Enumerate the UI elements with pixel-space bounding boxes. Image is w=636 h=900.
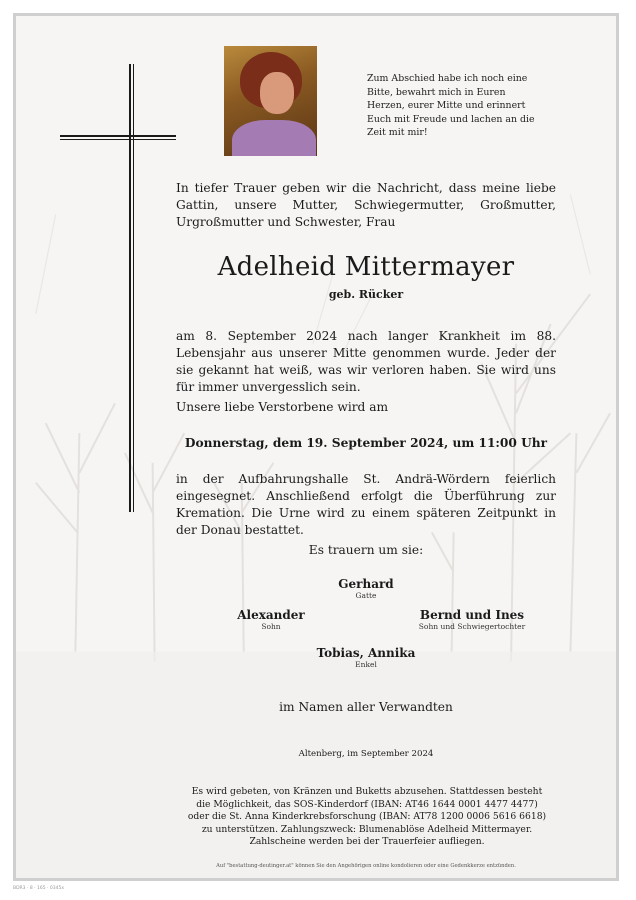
birth-name: geb. Rücker [328, 288, 404, 301]
mourner-tobias-annika [286, 646, 446, 669]
mourner-relation: Enkel [355, 660, 377, 669]
mourner-name: Gerhard [338, 577, 394, 591]
mourner-alexander [191, 608, 351, 631]
deceased-name: Adelheid Mittermayer [217, 252, 515, 282]
mourner-gerhard [286, 577, 446, 600]
mourner-relation: Sohn [261, 622, 281, 631]
online-condolence-note: Auf "bestattung-deutinger.at" können Sie den Angehörigen online kondolieren oder eine Gedenkkerze entzünden. [216, 863, 516, 869]
relatives-line: im Namen aller Verwandten [279, 700, 453, 714]
mourner-name: Alexander [237, 608, 305, 622]
parte-frame [13, 13, 619, 881]
portrait-photo [224, 46, 317, 156]
farewell-poem: Zum Abschied habe ich noch eine Bitte, bewahrt mich in Euren Herzen, eurer Mitte und erinnert Euch mit Freude und lachen an die Zeit mit mir! [367, 73, 535, 138]
mourner-bernd-ines [382, 608, 562, 631]
mourners-heading: Es trauern um sie: [308, 543, 424, 557]
donation-note: Es wird gebeten, von Kränzen und Buketts abzusehen. Stattdessen besteht die Möglichkeit, das SOS-Kinderdorf (IBAN: AT46 1644 0001 4477 4477) oder die St. Anna Kinderkrebsforschung (IBAN: AT78 1200 0006 5616 6618) zu unterstützen. Zahlungszweck: Blumenablöse Adelheid Mittermayer. Zahlscheine werden bei der Trauerfeier aufliegen. [187, 786, 547, 848]
mourner-relation: Sohn und Schwiegertochter [418, 622, 526, 631]
service-details: in der Aufbahrungshalle St. Andrä-Wördern feierlich eingesegnet. Anschließend erfolgt die Überführung zur Kremation. Die Urne wird zu einem späteren Zeitpunkt in der Donau bestattet. [176, 472, 556, 537]
mourner-relation: Gatte [355, 591, 377, 600]
service-intro: Unsere liebe Verstorbene wird am [176, 400, 389, 414]
place-date: Altenberg, im September 2024 [298, 749, 434, 759]
mourner-name: Tobias, Annika [316, 646, 416, 660]
intro-text: In tiefer Trauer geben wir die Nachricht, dass meine liebe Gattin, unsere Mutter, Schwiegermutter, Großmutter, Urgroßmutter und Schwester, Frau [176, 181, 556, 229]
service-date: Donnerstag, dem 19. September 2024, um 11:00 Uhr [184, 436, 548, 450]
death-notice: am 8. September 2024 nach langer Krankheit im 88. Lebensjahr aus unserer Mitte genommen wurde. Jeder der sie gekannt hat weiß, was wir verloren haben. Sie wird uns für immer unvergesslich sein. [176, 329, 556, 394]
mourner-name: Bernd und Ines [419, 608, 525, 622]
print-code: BDR3 · 8 · 165 · 0345x [13, 886, 64, 891]
